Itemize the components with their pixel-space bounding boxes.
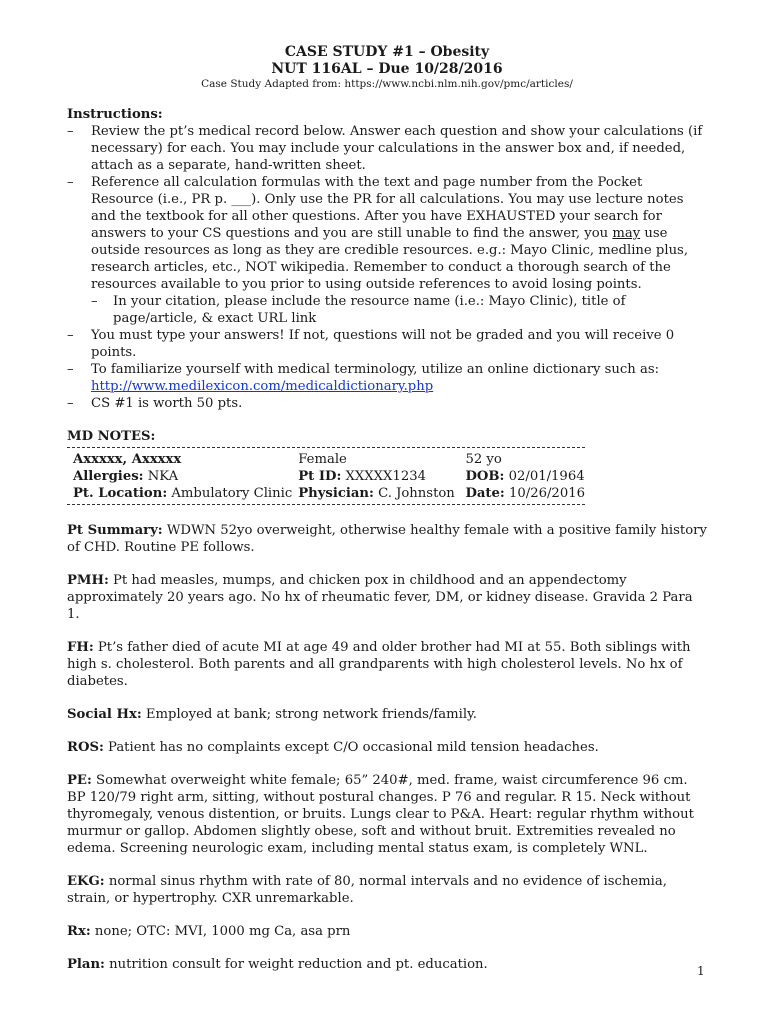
document-content	[67, 44, 707, 973]
divider-bottom	[67, 504, 585, 505]
section-pmh: PMH: Pt had measles, mumps, and chicken pox in childhood and an appendectomy approximately 20 years ago. No hx of rheumatic fever, DM, or kidney disease. Gravida 2 Para 1.	[67, 573, 693, 622]
date-label: Date:	[465, 486, 505, 501]
instruction-item: – You must type your answers! If not, questions will not be graded and you will receive 0 points.	[67, 327, 707, 361]
section-fh: FH: Pt’s father died of acute MI at age 49 and older brother had MI at 55. Both siblings with high s. cholesterol. Both parents and all grandparents with high cholesterol levels. No hx of diabetes.	[67, 640, 691, 689]
section-pt-summary: Pt Summary: WDWN 52yo overweight, otherwise healthy female with a positive family history of CHD. Routine PE follows.	[67, 523, 707, 555]
allergies-value: NKA	[143, 469, 179, 484]
instruction-item: – To familiarize yourself with medical terminology, utilize an online dictionary such as: http://www.medilexicon.com/medicaldictionary.php	[67, 361, 707, 395]
ptid-value: XXXXX1234	[341, 469, 427, 484]
source-citation: Case Study Adapted from: https://www.ncbi.nlm.nih.gov/pmc/articles/	[201, 78, 573, 90]
medical-dictionary-link[interactable]: http://www.medilexicon.com/medicaldictionary.php	[91, 379, 434, 394]
date-value: 10/26/2016	[504, 486, 585, 501]
physician-label: Physician:	[298, 486, 374, 501]
patient-sex: Female	[298, 452, 347, 467]
divider-top	[67, 447, 585, 448]
course-title: NUT 116AL – Due 10/28/2016	[271, 61, 503, 77]
page-number: 1	[697, 964, 705, 978]
section-rx: Rx: none; OTC: MVI, 1000 mg Ca, asa prn	[67, 924, 351, 939]
section-ros: ROS: Patient has no complaints except C/O occasional mild tension headaches.	[67, 740, 599, 755]
location-value: Ambulatory Clinic	[167, 486, 293, 501]
section-ekg: EKG: normal sinus rhythm with rate of 80, normal intervals and no evidence of ischemia, strain, or hypertrophy. CXR unremarkable.	[67, 874, 667, 906]
md-notes-heading: MD NOTES:	[67, 429, 156, 444]
section-pe: PE: Somewhat overweight white female; 65” 240#, med. frame, waist circumference 96 cm. BP 120/79 right arm, sitting, without postural changes. P 76 and regular. R 15. Neck without thyromegaly, venous distention, or bruits. Lungs clear to P&A. Heart: regular rhythm without murmur or gallop. Abdomen slightly obese, soft and without bruit. Extremities revealed no edema. Screening neurologic exam, including mental status exam, is completely WNL.	[67, 773, 694, 856]
patient-name: Axxxxx, Axxxxx	[73, 452, 182, 467]
instruction-item: – Review the pt’s medical record below. Answer each question and show your calculations (if necessary) for each. You may include your calculations in the answer box and, if needed, attach as a separate, hand-written sheet.	[67, 123, 707, 174]
dob-label: DOB:	[465, 469, 505, 484]
section-social-hx: Social Hx: Employed at bank; strong network friends/family.	[67, 707, 477, 722]
ptid-label: Pt ID:	[298, 469, 342, 484]
dob-value: 02/01/1964	[504, 469, 585, 484]
instructions-list	[67, 123, 707, 412]
allergies-label: Allergies:	[73, 469, 144, 484]
instruction-sublist	[91, 293, 707, 327]
instruction-item: – CS #1 is worth 50 pts.	[67, 395, 707, 412]
patient-age: 52 yo	[465, 452, 502, 467]
instruction-item: – Reference all calculation formulas with the text and page number from the Pocket Resource (i.e., PR p. ___). Only use the PR for all calculations. You may use lecture notes and the textbook for all other questions. After you have EXHAUSTED your search for answers to your CS questions and you are still unable to find the answer, you may use outside resources as long as they are credible resources. e.g.: Mayo Clinic, medline plus, research articles, etc., NOT wikipedia. Remember to conduct a thorough search of the resources available to you prior to using outside references to avoid losing points. – In your citation, please include the resource name (i.e.: Mayo Clinic), title of page/article, & exact URL link	[67, 174, 707, 327]
location-label: Pt. Location:	[73, 486, 168, 501]
instruction-subitem: – In your citation, please include the resource name (i.e.: Mayo Clinic), title of page/article, & exact URL link	[91, 293, 707, 327]
physician-value: C. Johnston	[373, 486, 455, 501]
instructions-heading: Instructions:	[67, 107, 163, 122]
patient-info-table	[67, 451, 585, 502]
case-study-title: CASE STUDY #1 – Obesity	[284, 44, 490, 60]
section-plan: Plan: nutrition consult for weight reduction and pt. education.	[67, 957, 488, 972]
